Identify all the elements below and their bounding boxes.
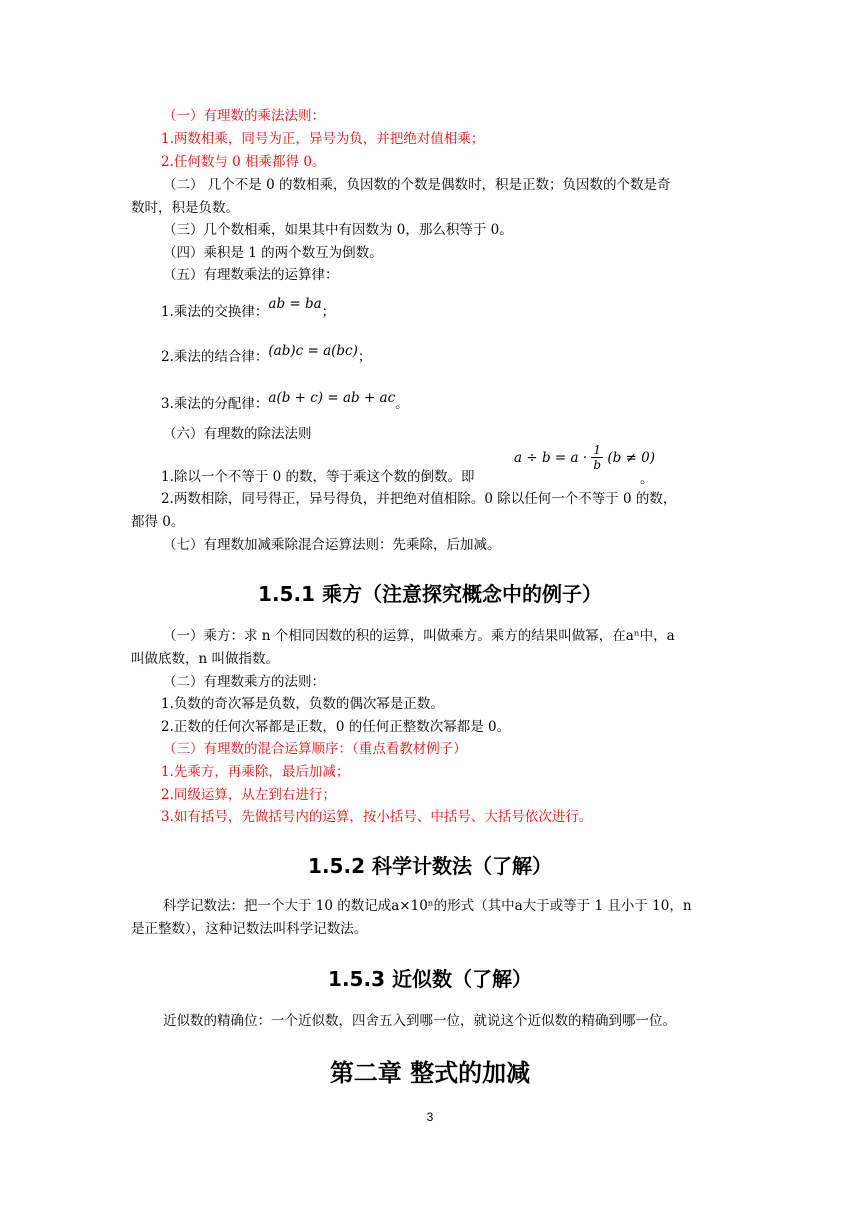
item-2b: 数时，积是负数。 <box>131 200 239 216</box>
s153-p1: 近似数的精确位：一个近似数，四舍五入到哪一位，就说这个近似数的精确到哪一位。 <box>163 1013 676 1029</box>
item-2a: （二） 几个不是 0 的数相乘，负因数的个数是偶数时，积是正数；负因数的个数是奇 <box>163 177 671 193</box>
s151-p1b: 叫做底数，n 叫做指数。 <box>131 651 279 667</box>
fraction-numerator: 1 <box>593 443 602 457</box>
heading-1-5-1: 1.5.1 乘方（注意探究概念中的例子） <box>258 582 602 606</box>
rule-1: 1.两数相乘，同号为正，异号为负，并把绝对值相乘； <box>161 131 485 147</box>
s151-p1a: （一）乘方：求 n 个相同因数的积的运算，叫做乘方。乘方的结果叫做幂，在aⁿ中，a <box>163 628 675 644</box>
law-2-formula: (ab)c = a(bc) <box>268 343 358 359</box>
chapter-heading: 第二章 整式的加减 <box>329 1059 531 1087</box>
item-6: （六）有理数的除法法则 <box>163 426 312 442</box>
heading-1-5-3: 1.5.3 近似数（了解） <box>328 967 532 991</box>
div-1-formula <box>514 443 655 472</box>
law-1-end: ； <box>321 304 336 320</box>
law-2-end: ； <box>357 349 372 365</box>
s151-p2-2: 2.正数的任何次幂都是正数，0 的任何正整数次幂都是 0。 <box>161 719 511 735</box>
law-1-formula: ab = ba <box>268 296 322 312</box>
item-7: （七）有理数加减乘除混合运算法则：先乘除，后加减。 <box>163 537 501 553</box>
s152-p1a: 科学记数法：把一个大于 10 的数记成a×10ⁿ的形式（其中a大于或等于 1 且小于 10，n <box>163 898 692 914</box>
s151-p3-1: 1.先乘方，再乘除，最后加减； <box>161 764 350 780</box>
s152-p1b: 是正整数），这种记数法叫科学记数法。 <box>131 921 368 937</box>
s151-p2-1: 1.负数的奇次幂是负数，负数的偶次幂是正数。 <box>161 696 444 712</box>
law-3-formula: a(b + c) = ab + ac <box>268 390 396 406</box>
law-1 <box>161 296 336 321</box>
law-3 <box>161 390 409 413</box>
div-1-text: 1.除以一个不等于 0 的数，等于乘这个数的倒数。即 <box>161 469 475 485</box>
rule-2: 2.任何数与 0 相乘都得 0。 <box>161 154 326 170</box>
div-1-formula-right: (b ≠ 0) <box>607 449 656 466</box>
law-3-label: 3.乘法的分配律： <box>161 396 269 412</box>
s151-p2: （二）有理数乘方的法则： <box>163 674 325 690</box>
heading-1-5-2: 1.5.2 科学计数法（了解） <box>308 854 552 878</box>
s151-p3-3: 3.如有括号，先做括号内的运算，按小括号、中括号、大括号依次进行。 <box>161 809 593 825</box>
law-2-label: 2.乘法的结合律： <box>161 349 269 365</box>
div-1 <box>161 468 475 486</box>
law-1-label: 1.乘法的交换律： <box>161 304 269 320</box>
law-3-end: 。 <box>395 396 409 412</box>
rule-title: （一）有理数的乘法法则： <box>163 108 325 124</box>
item-4: （四）乘积是 1 的两个数互为倒数。 <box>163 245 383 261</box>
div-2b: 都得 0。 <box>131 514 185 530</box>
div-1-fraction <box>591 443 603 472</box>
page-number: 3 <box>426 1110 434 1124</box>
s151-p3: （三）有理数的混合运算顺序：（重点看教材例子） <box>163 741 467 757</box>
law-2 <box>161 343 372 366</box>
div-1-end: 。 <box>640 471 654 487</box>
item-5: （五）有理数乘法的运算律： <box>163 267 339 283</box>
item-3: （三）几个数相乘，如果其中有因数为 0，那么积等于 0。 <box>163 222 513 238</box>
div-2a: 2.两数相除，同号得正，异号得负，并把绝对值相除。0 除以任何一个不等于 0 的数， <box>161 491 677 507</box>
s151-p3-2: 2.同级运算，从左到右进行； <box>161 787 336 803</box>
div-1-formula-left: a ÷ b = a · <box>514 449 588 466</box>
fraction-denominator: b <box>593 458 602 472</box>
